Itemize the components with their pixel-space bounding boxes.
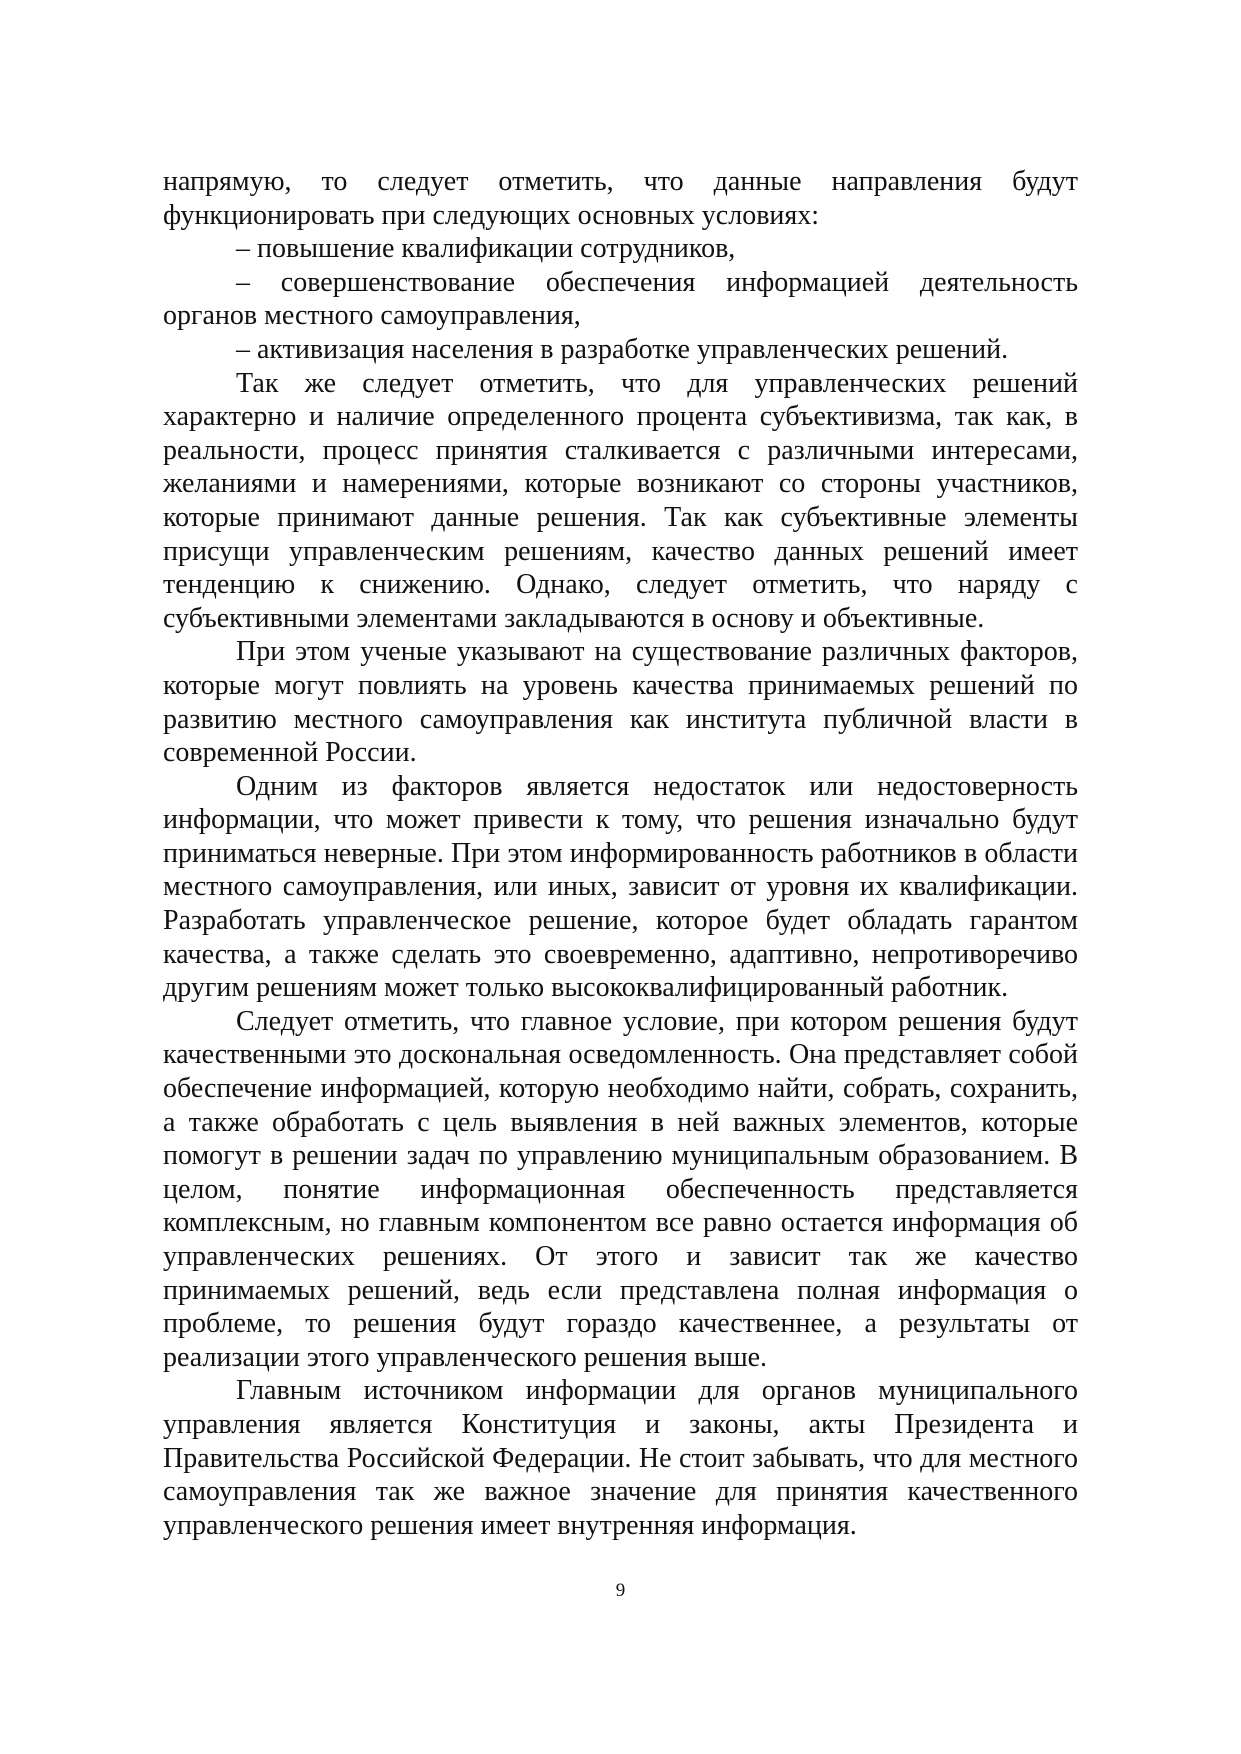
list-item-population-activation: – активизация населения в разработке управленческих решений. — [236, 333, 1009, 365]
list-item-information-support: – совершенствование обеспечения информацией деятельность органов местного самоуправления, — [163, 266, 1078, 332]
page-body — [163, 165, 1078, 1542]
paragraph-information-shortage: Одним из факторов является недостаток или недостоверность информации, что может привести к тому, что решения изначально будут приниматься неверные. При этом информированность работников в области местного самоуправления, или иных, зависит от уровня их квалификации. Разработать управленческое решение, которое будет обладать гарантом качества, а также сделать это своевременно, адаптивно, непротиворечиво другим решениям может только высококвалифицированный работник. — [163, 770, 1078, 1004]
paragraph-continuation: напрямую, то следует отметить, что данные направления будут функционировать при следующих основных условиях: — [163, 166, 1078, 231]
paragraph-main-condition: Следует отметить, что главное условие, при котором решения будут качественными это доскональная осведомленность. Она представляет собой обеспечение информацией, которую необходимо найти, собрать, сохранить, а также обработать с цель выявления в ней важных элементов, которые помогут в решении задач по управлению муниципальным образованием. В целом, понятие информационная обеспеченность представляется комплексным, но главным компонентом все равно остается информация об управленческих решениях. От этого и зависит так же качество принимаемых решений, ведь если представлена полная информация о проблеме, то решения будут гораздо качественнее, а результаты от реализации этого управленческого решения выше. — [163, 1005, 1078, 1373]
paragraph-main-source: Главным источником информации для органов муниципального управления является Конституция и законы, акты Президента и Правительства Российской Федерации. Не стоит забывать, что для местного самоуправления так же важное значение для принятия качественного управленческого решения имеет внутренняя информация. — [163, 1375, 1078, 1541]
paragraph-subjectivism: Так же следует отметить, что для управленческих решений характерно и наличие определенного процента субъективизма, так как, в реальности, процесс принятия сталкивается с различными интересами, желаниями и намерениями, которые возникают со стороны участников, которые принимают данные решения. Так как субъективные элементы присущи управленческим решениям, качество данных решений имеет тенденцию к снижению. Однако, следует отметить, что наряду с субъективными элементами закладываются в основу и объективные. — [163, 367, 1078, 634]
list-item-qualification: – повышение квалификации сотрудников, — [236, 233, 736, 265]
page-number: 9 — [615, 1580, 626, 1601]
paragraph-factors: При этом ученые указывают на существование различных факторов, которые могут повлиять на уровень качества принимаемых решений по развитию местного самоуправления как института публичной власти в современной России. — [163, 636, 1078, 769]
